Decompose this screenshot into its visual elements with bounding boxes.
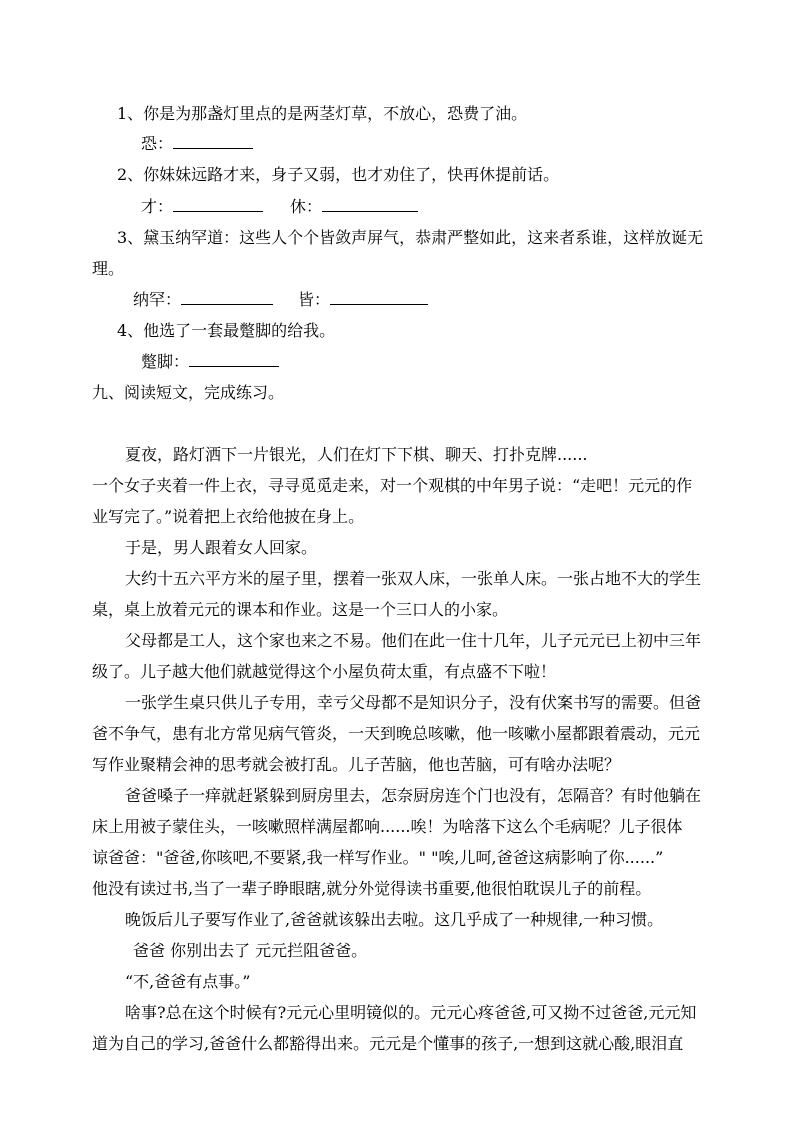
answer-blank[interactable] bbox=[330, 290, 428, 305]
passage-line: “不,爸爸有点事。” bbox=[125, 972, 251, 991]
answer-blank[interactable] bbox=[181, 290, 273, 305]
passage-line: 于是，男人跟着女人回家。 bbox=[125, 538, 318, 557]
passage-line: 床上用被子蒙住头，一咳嗽照样满屋都响......唉！为啥落下这么个毛病呢？儿子很体 bbox=[92, 817, 683, 836]
question-4-answer-row bbox=[141, 352, 279, 372]
question-1-answer-row bbox=[141, 134, 253, 154]
question-2-answer-row bbox=[141, 197, 418, 217]
passage-line: 一张学生桌只供儿子专用，幸亏父母都不是知识分子，没有伏案书写的需要。但爸 bbox=[125, 693, 702, 712]
question-3-answer-row bbox=[133, 290, 428, 310]
answer-blank[interactable] bbox=[173, 134, 253, 149]
passage-line: 道为自己的学习,爸爸什么都豁得出来。元元是个懂事的孩子,一想到这就心酸,眼泪直 bbox=[92, 1034, 684, 1053]
answer-blank[interactable] bbox=[189, 352, 279, 367]
question-2: 2、你妹妹远路才来，身子又弱，也才劝住了，快再休提前话。 bbox=[117, 165, 560, 184]
passage-line: 写作业聚精会神的思考就会被打乱。儿子苦脑，他也苦脑，可有啥办法呢？ bbox=[92, 755, 621, 774]
passage-line: 业写完了。”说着把上衣给他披在身上。 bbox=[92, 507, 365, 526]
answer-label-biejiao: 蹩脚： bbox=[141, 352, 190, 371]
question-3-line-1: 3、黛玉纳罕道：这些人个个皆敛声屏气，恭肃严整如此，这来者系谁，这样放诞无 bbox=[117, 228, 704, 247]
question-3-line-2: 理。 bbox=[92, 259, 125, 278]
passage-line: 爸爸 你别出去了 元元拦阻爸爸。 bbox=[133, 941, 368, 960]
answer-label-nahan: 纳罕： bbox=[133, 290, 182, 309]
answer-label-kong: 恐： bbox=[141, 134, 174, 153]
answer-label-cai: 才： bbox=[141, 197, 174, 216]
question-1: 1、你是为那盏灯里点的是两茎灯草，不放心，恐费了油。 bbox=[117, 104, 528, 123]
passage-line: 爸爸嗓子一痒就赶紧躲到厨房里去，怎奈厨房连个门也没有，怎隔音？有时他躺在 bbox=[125, 786, 702, 805]
answer-label-jie: 皆： bbox=[298, 290, 331, 309]
passage-line: 晚饭后儿子要写作业了,爸爸就该躲出去啦。这几乎成了一种规律,一种习惯。 bbox=[125, 910, 664, 929]
passage-line: 桌，桌上放着元元的课本和作业。这是一个三口人的小家。 bbox=[92, 600, 509, 619]
section-heading: 九、阅读短文，完成练习。 bbox=[92, 383, 285, 402]
passage-line: 父母都是工人，这个家也来之不易。他们在此一住十几年，儿子元元已上初中三年 bbox=[125, 631, 702, 650]
passage-line: 谅爸爸："爸爸,你咳吧,不要紧,我一样写作业。" "唉,儿呵,爸爸这病影响了你......” bbox=[92, 848, 664, 867]
passage-line: 大约十五六平方米的屋子里，摆着一张双人床，一张单人床。一张占地不大的学生 bbox=[125, 569, 702, 588]
answer-label-xiu: 休： bbox=[290, 197, 323, 216]
passage-line: 一个女子夹着一件上衣，寻寻觅觅走来，对一个观棋的中年男子说：“走吧！元元的作 bbox=[92, 476, 693, 495]
passage-line: 夏夜，路灯洒下一片银光，人们在灯下下棋、聊天、打扑克牌...... bbox=[125, 445, 588, 464]
passage-line: 级了。儿子越大他们就越觉得这个小屋负荷太重，有点盛不下啦！ bbox=[92, 662, 557, 681]
answer-blank[interactable] bbox=[173, 197, 263, 212]
passage-line: 爸不争气，患有北方常见病气管炎，一天到晚总咳嗽，他一咳嗽小屋都跟着震动，元元 bbox=[92, 724, 701, 743]
answer-blank[interactable] bbox=[322, 197, 418, 212]
question-4: 4、他选了一套最蹩脚的给我。 bbox=[117, 321, 336, 340]
passage-line: 他没有读过书,当了一辈子睁眼瞎,就分外觉得读书重要,他很怕耽误儿子的前程。 bbox=[92, 879, 652, 898]
passage-line: 啥事?总在这个时候有?元元心里明镜似的。元元心疼爸爸,可又拗不过爸爸,元元知 bbox=[125, 1003, 697, 1022]
